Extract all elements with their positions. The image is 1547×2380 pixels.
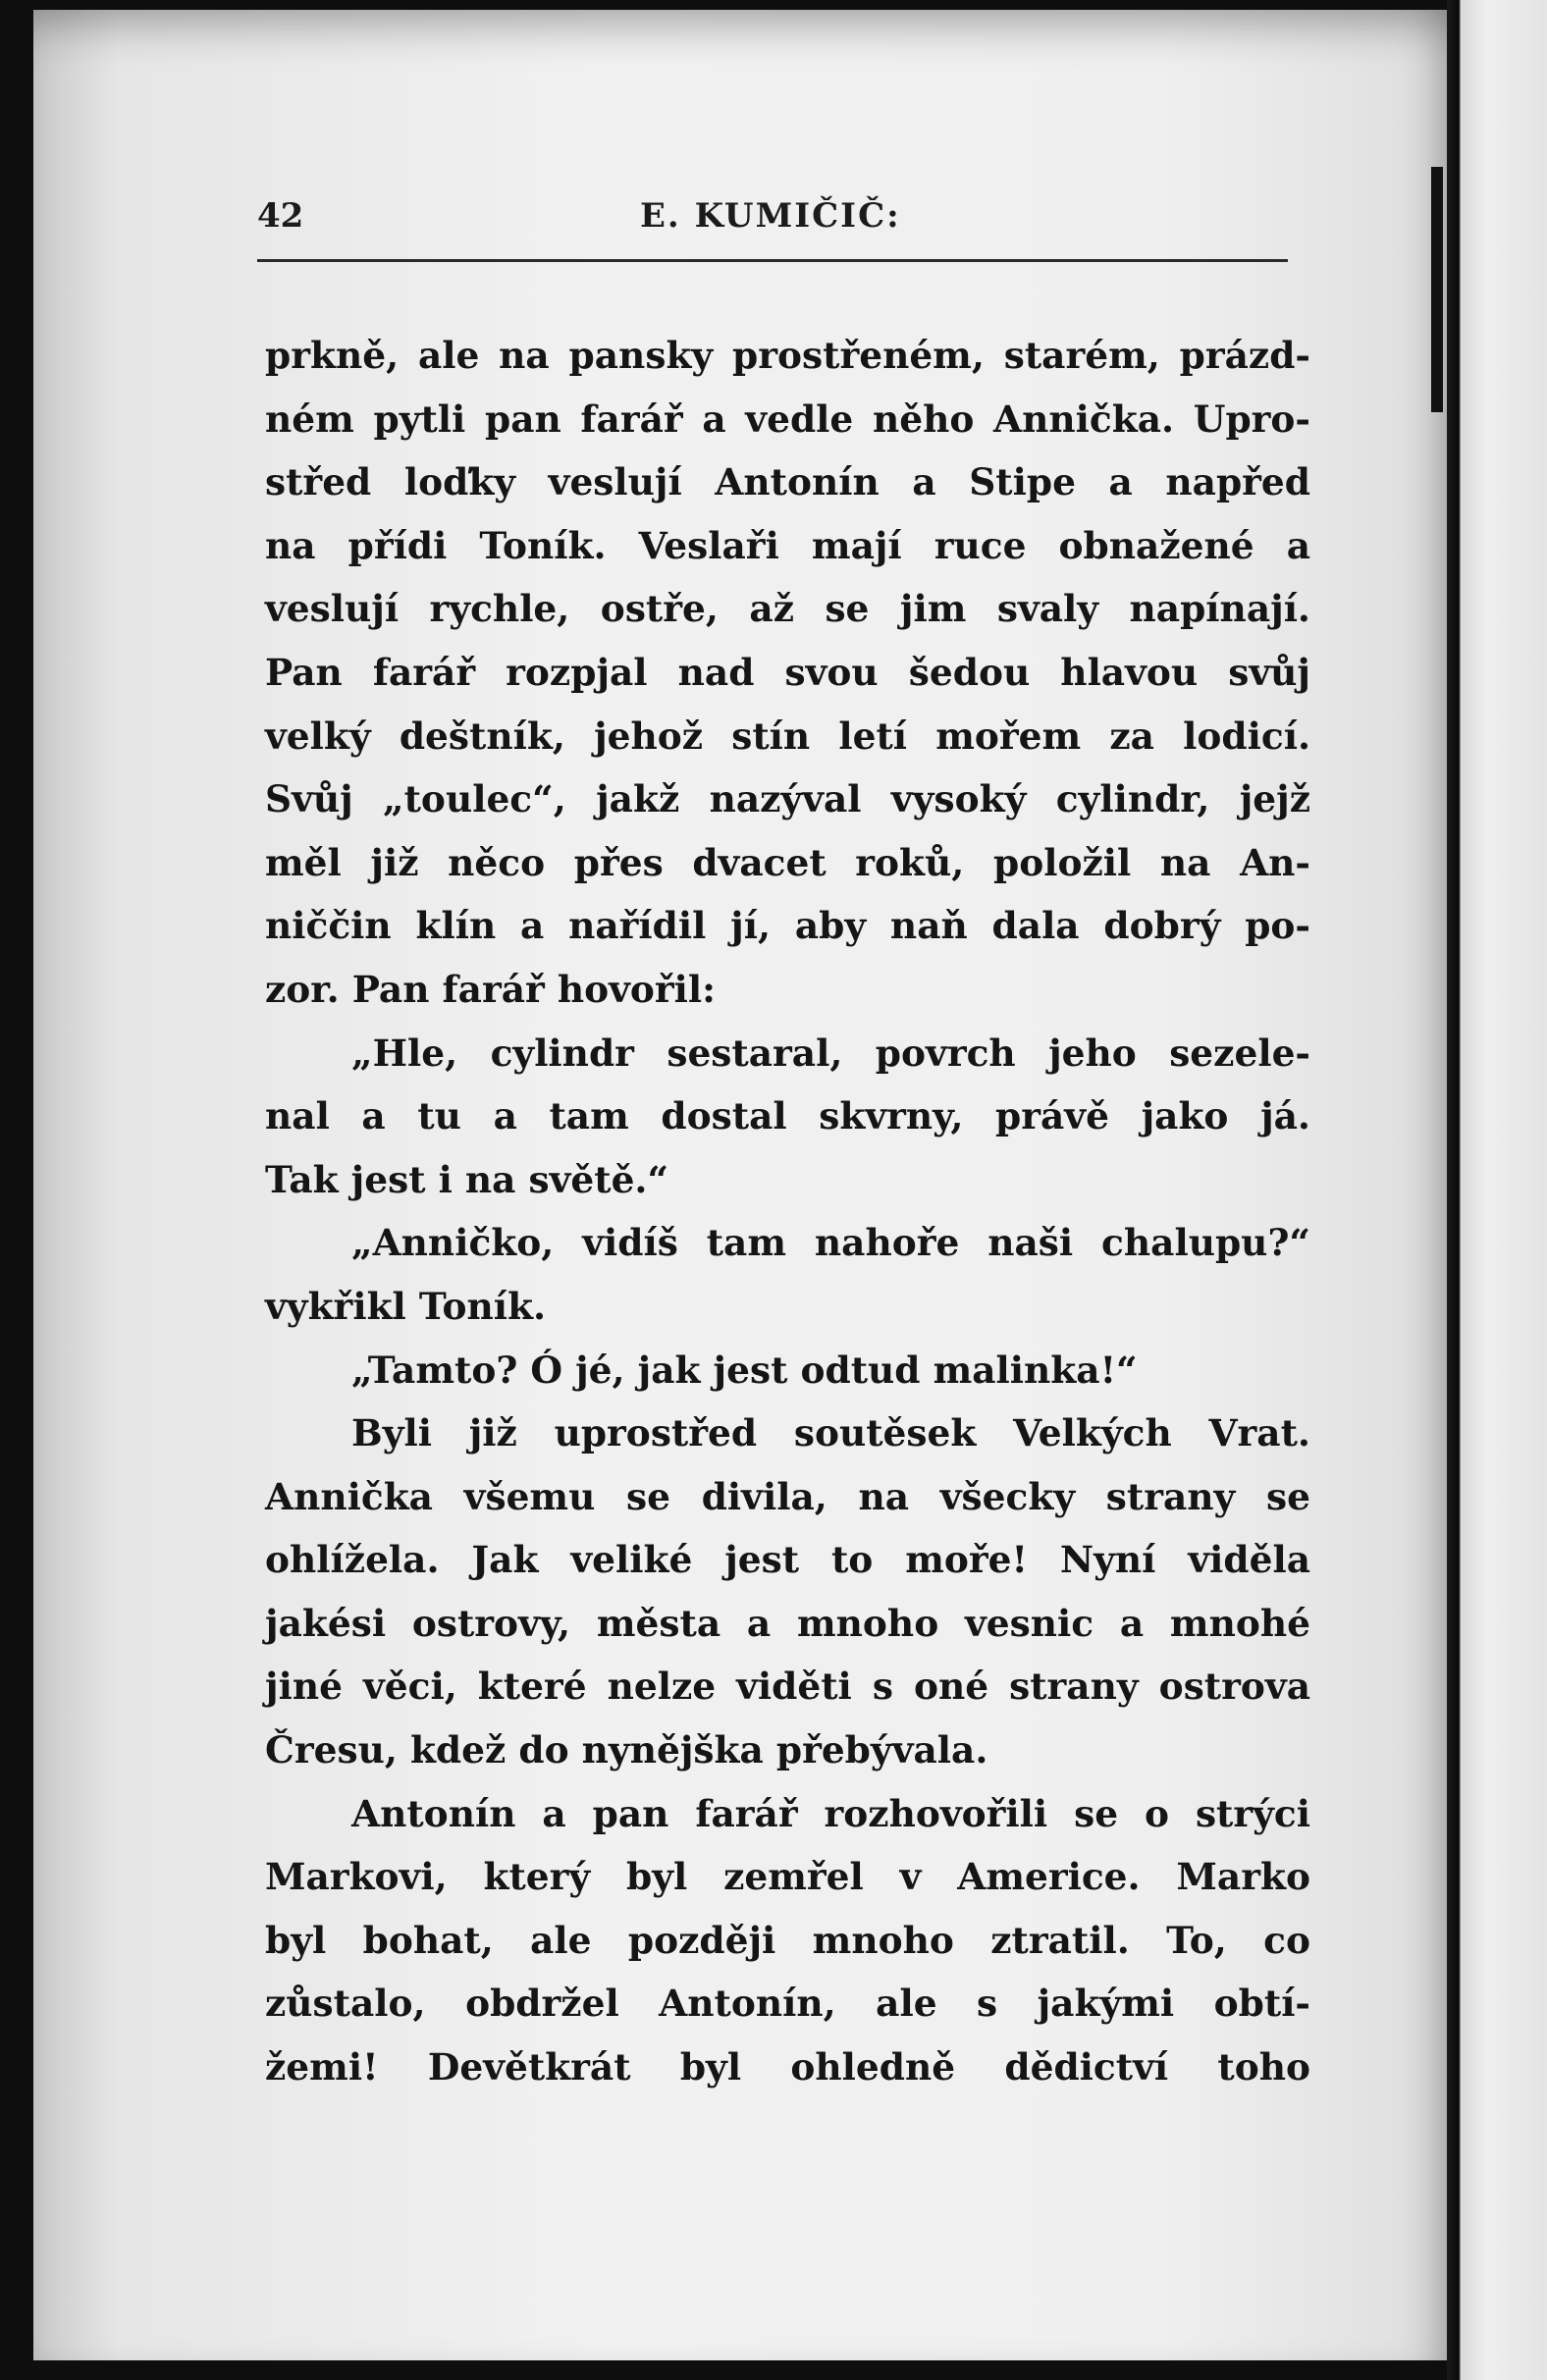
page-number: 42	[257, 196, 304, 236]
next-page-edge	[1447, 0, 1547, 2380]
text-line: zor. Pan farář hovořil:	[265, 967, 717, 1011]
text-line: Byli již uprostřed soutěsek Velkých Vrat.	[351, 1411, 1310, 1455]
text-line: veslují rychle, ostře, až se jim svaly napínají.	[265, 587, 1310, 631]
running-head	[257, 196, 1288, 245]
text-line: ném pytli pan farář a vedle něho Annička. Upro-	[265, 397, 1310, 441]
text-line: vykřikl Toník.	[265, 1284, 547, 1328]
text-line: ohlížela. Jak veliké jest to moře! Nyní viděla	[265, 1538, 1310, 1582]
text-line: byl bohat, ale později mnoho ztratil. To, co	[265, 1918, 1310, 1962]
text-line: Antonín a pan farář rozhovořili se o strýci	[351, 1791, 1310, 1835]
text-line: Tak jest i na světě.“	[265, 1157, 669, 1201]
text-line: prkně, ale na pansky prostřeném, starém, prázd-	[265, 334, 1310, 377]
text-line: žemi! Devětkrát byl ohledně dědictví toho	[265, 2045, 1310, 2089]
text-line: střed loďky veslují Antonín a Stipe a napřed	[265, 460, 1310, 504]
text-line: jakési ostrovy, města a mnoho vesnic a mnohé	[265, 1601, 1310, 1645]
text-line: na přídi Toník. Veslaři mají ruce obnažené a	[265, 523, 1310, 567]
text-line: „Anničko, vidíš tam nahoře naši chalupu?“	[351, 1221, 1310, 1265]
text-line: Čresu, kdež do nynějška přebývala.	[265, 1728, 988, 1772]
text-line: velký deštník, jehož stín letí mořem za lodicí.	[265, 714, 1310, 758]
text-line: Svůj „toulec“, jakž nazýval vysoký cylindr, jejž	[265, 777, 1310, 821]
text-line: nal a tu a tam dostal skvrny, právě jako já.	[265, 1094, 1310, 1138]
text-line: Annička všemu se divila, na všecky strany se	[265, 1474, 1310, 1518]
text-line: zůstalo, obdržel Antonín, ale s jakými obtí-	[265, 1982, 1310, 2026]
text-line: Markovi, který byl zemřel v Americe. Marko	[265, 1855, 1310, 1899]
text-line: „Tamto? Ó jé, jak jest odtud malinka!“	[351, 1348, 1138, 1392]
running-head-author: E. KUMIČIČ:	[640, 196, 901, 236]
text-line: „Hle, cylindr sestaral, povrch jeho sezele-	[351, 1031, 1310, 1075]
body-text	[265, 324, 1310, 2099]
binding-shadow	[1431, 167, 1443, 412]
header-rule	[257, 259, 1288, 262]
text-line: měl již něco přes dvacet roků, položil na An-	[265, 840, 1310, 884]
text-line: Pan farář rozpjal nad svou šedou hlavou svůj	[265, 650, 1310, 694]
text-line: niččin klín a nařídil jí, aby naň dala dobrý po-	[265, 904, 1310, 948]
text-line: jiné věci, které nelze viděti s oné strany ostrova	[265, 1665, 1310, 1709]
